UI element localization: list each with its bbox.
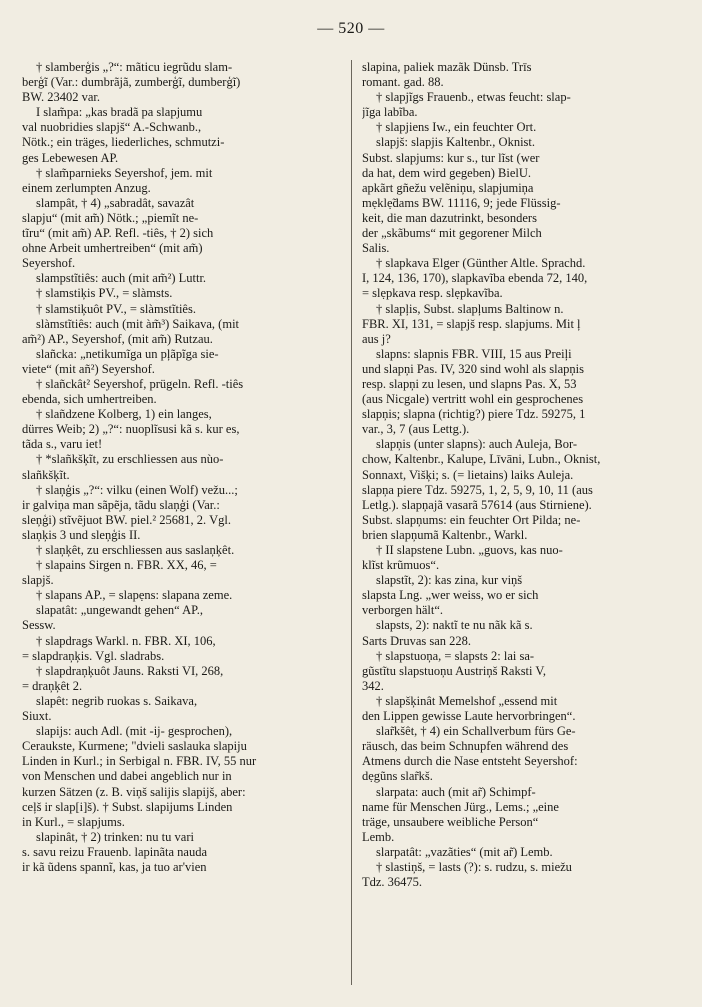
entry-line: brien slapņumã Kaltenbr., Warkl. [362,527,528,542]
entry-line: Seyershof. [22,256,76,271]
entry-line: slampât, † 4) „sabradât, savazât [36,195,195,210]
entry-line: da hat, dem wird gegeben) BielU. [362,165,532,180]
entry-line: slapatât: „ungewandt gehen“ AP., [36,603,203,618]
entry-line: var., 3, 7 (aus Lettg.). [362,422,470,437]
entry-line: † slañdzene Kolberg, 1) ein langes, [36,407,212,422]
entry-line: romant. gad. 88. [362,75,444,90]
entry-line: slapina, paliek mazãk Dünsb. Trīs [362,60,532,74]
left-column [22,60,336,985]
entry-line: chow, Kaltenbr., Kalupe, Līvāni, Lubn., Oknist, [362,452,601,467]
entry-line: I, 124, 136, 170), slapkavĩba ebenda 72, 140, [362,271,588,286]
entry-line: slapjš. [22,573,54,588]
right-column [362,60,682,985]
entry-line: † *slañkšķĩt, zu erschliessen aus nùo- [36,452,224,467]
entry-line: slar̃kšêt, † 4) ein Schallverbum fürs Ge- [376,724,576,739]
entry-line: val nuobridies slapjš“ A.-Schwanb., [22,120,202,135]
entry-line: einem zerlumpten Anzug. [22,180,151,195]
entry-line: slañcka: „netikumĩga un pļãpĩga sie- [36,346,219,361]
entry-line: kurzen Sätzen (z. B. viņš salijis slapijš, aber: [22,784,246,799]
entry-line: räusch, das beim Schnupfen während des [362,739,569,754]
entry-line: verborgen hält“. [362,603,443,618]
entry-line: slampstĩtiês: auch (mit am̃²) Luttr. [36,271,207,286]
entry-line: name für Menschen Jürg., Lems.; „eine [362,799,559,814]
entry-line: † slapšķinât Memelshof „essend mit [376,693,558,708]
entry-line: Sarts Druvas san 228. [362,633,472,648]
entry-line: Atmens durch die Nase entsteht Seyershof: [362,754,578,769]
entry-line: dẹgũns slar̃kš. [362,769,433,784]
entry-line: † slamstiķis PV., = slàmsts. [36,286,173,301]
entry-line: slapinât, † 2) trinken: nu tu vari [36,829,194,844]
entry-line: † slañckât² Seyershof, prügeln. Refl. -tiês [36,376,244,391]
entry-line: † slapstuoņa, = slapsts 2: lai sa- [376,648,535,663]
entry-line: Subst. slapņums: ein feuchter Ort Pilda; ne- [362,512,581,527]
entry-line: träge, unsaubere weibliche Person“ [362,814,539,829]
entry-line: sleņģi) stĩvẽjuot BW. piel.² 25681, 2. Vgl. [22,512,231,527]
entry-line: † slapļis, Subst. slapļums Baltinow n. [376,301,564,316]
entry-line: ges Lebewesen AP. [22,150,119,165]
entry-line: † slapdrags Warkl. n. FBR. XI, 106, [36,633,216,648]
entry-line: slapijs: auch Adl. (mit -ij- gesprochen), [36,724,233,739]
entry-line: = draņķêt 2. [22,678,83,693]
entry-line: jĩga labĩba. [362,105,418,120]
entry-line: † slapjiens Iw., ein feuchter Ort. [376,120,537,135]
entry-line: slapju“ (mit am̃) Nötk.; „piemĩt ne- [22,210,199,225]
entry-line: in Kurl., = slapjums. [22,814,125,829]
entry-line: ceļš ir slap[i]š). † Subst. slapijums Linden [22,799,233,814]
entry-line: † slaņģis „?“: vilku (einen Wolf) vežu...; [36,482,238,497]
entry-line: viete“ (mit añ²) Seyershof. [22,361,155,376]
entry-line: † slapkava Elger (Günther Altle. Sprachd. [376,256,586,271]
entry-line: † slapjĩgs Frauenb., etwas feucht: slap- [376,90,571,105]
entry-line: Letlg.). slapņajã vasarã 57614 (aus Stirniene). [362,497,592,512]
entry-line: † slaņķêt, zu erschliessen aus saslaņķêt. [36,543,235,557]
entry-line: gũstĩtu slapstuoņu Austriņš Raksti V, [362,663,546,678]
entry-line: Salis. [362,241,390,256]
entry-line: = slẹpkava resp. slẹpkavĩba. [362,286,503,301]
entry-line: apkãrt gñežu velẽniņu, slapjumiņa [362,180,534,195]
entry-line: und slapņi Pas. IV, 320 sind wohl als slapņis [362,361,584,376]
entry-line: slaņķis 3 und sleņģis II. [22,527,141,542]
entry-line: berģĩ (Var.: dumbrãjã, zumberģĩ, dumberģĩ) [22,75,241,90]
entry-line: slapstĩt, 2): kas zina, kur viņš [376,573,523,588]
entry-line: (aus Nicgale) vertritt wohl ein gesprochenes [362,392,584,407]
entry-line: Ceraukste, Kurmene; "dvieli saslauka slapiju [22,739,247,754]
entry-line: s. savu reizu Frauenb. lapinãta nauda [22,844,208,859]
entry-line: mẹklẹ̃dams BW. 11116, 9; jede Flüssig- [362,195,561,210]
entry-line: slapsta Lng. „wer weiss, wo er sich [362,588,539,603]
entry-line: keit, die man dazutrinkt, besonders [362,210,537,225]
entry-line: slarpata: auch (mit ar̃) Schimpf- [376,784,536,799]
entry-line: slapns: slapnis FBR. VIII, 15 aus Preiļi [376,346,572,361]
entry-line: am̃²) AP., Seyershof, (mit am̃) Rutzau. [22,331,213,346]
entry-line: † slastiņš, = lasts (?): s. rudzu, s. miežu [376,859,572,874]
entry-line: slàmstĩtiês: auch (mit àm̃³) Saikava, (mit [36,316,240,331]
entry-line: ebenda, sich umhertreiben. [22,392,157,407]
entry-line: Lemb. [362,829,395,844]
entry-line: Nötk.; ein träges, liederliches, schmutzi- [22,135,225,150]
entry-line: Sonnaxt, Višķi; s. (= lietains) laiks Auleja. [362,467,574,482]
entry-line: Siuxt. [22,709,52,724]
entry-line: slapêt: negrib ruokas s. Saikava, [36,693,198,708]
page-number: — 520 — [317,20,385,37]
entry-line: ir galviņa man sãpẽja, tãdu slaņģi (Var.: [22,497,220,512]
entry-line: der „skãbums“ mit gegorener Milch [362,226,542,241]
entry-line: = slapdraņķis. Vgl. sladrabs. [22,648,165,663]
entry-line: tãda s., varu iet! [22,437,103,452]
entry-line: † slam̃parnieks Seyershof, jem. mit [36,165,213,180]
entry-line: Linden in Kurl.; in Serbigal n. FBR. IV, 55 nur [22,754,257,769]
entry-line: † slamstiķuôt PV., = slàmstĩtiês. [36,301,196,316]
entry-line: 342. [362,678,384,693]
entry-line: aus j? [362,331,391,346]
entry-line: slañkšķĩt. [22,467,70,482]
entry-line: † slapains Sirgen n. FBR. XX, 46, = [36,558,217,573]
entry-line: slapjš: slapjis Kaltenbr., Oknist. [376,135,536,150]
entry-line: slarpatât: „vazãties“ (mit ar̃) Lemb. [376,844,553,859]
entry-line: † slamberģis „?“: mãticu iegrũdu slam- [36,60,233,74]
entry-line: BW. 23402 var. [22,90,101,105]
entry-line: tĩru“ (mit am̃) AP. Refl. -tiês, † 2) sich [22,226,214,241]
entry-line: FBR. XI, 131, = slapjš resp. slapjums. Mit ļ [362,316,581,331]
entry-line: Subst. slapjums: kur s., tur lĩst (wer [362,150,540,165]
entry-line: ir kã ũdens spannĩ, kas, ja tuo ar'vien [22,859,207,874]
entry-line: Sessw. [22,618,56,633]
entry-line: I slam̃pa: „kas bradã pa slapjumu [36,105,203,120]
entry-line: slapsts, 2): naktĩ te nu nãk kã s. [376,618,533,633]
entry-line: slapņa piere Tdz. 59275, 1, 2, 5, 9, 10, 11 (aus [362,482,593,497]
entry-line: ohne Arbeit umhertreiben“ (mit am̃) [22,241,203,256]
column-divider [351,60,352,985]
entry-line: † slapans AP., = slapẹns: slapana zeme. [36,588,233,603]
entry-line: † slapdraņķuôt Jauns. Raksti VI, 268, [36,663,224,678]
entry-line: slapņis (unter slapns): auch Auleja, Bor- [376,437,578,452]
entry-line: Tdz. 36475. [362,875,423,890]
entry-line: † II slapstene Lubn. „guovs, kas nuo- [376,543,563,557]
entry-line: slapņis; slapna (richtig?) piere Tdz. 59275, 1 [362,407,586,422]
entry-line: resp. slapņi zu lesen, und slapns Pas. X, 53 [362,376,577,391]
entry-line: dürres Weib; 2) „?“: nuoplĩsusi kã s. kur es, [22,422,240,437]
entry-line: klĩst krũmuos“. [362,558,440,573]
entry-line: von Menschen und dabei angeblich nur in [22,769,232,784]
entry-line: den Lippen gewisse Laute hervorbringen“. [362,709,576,724]
